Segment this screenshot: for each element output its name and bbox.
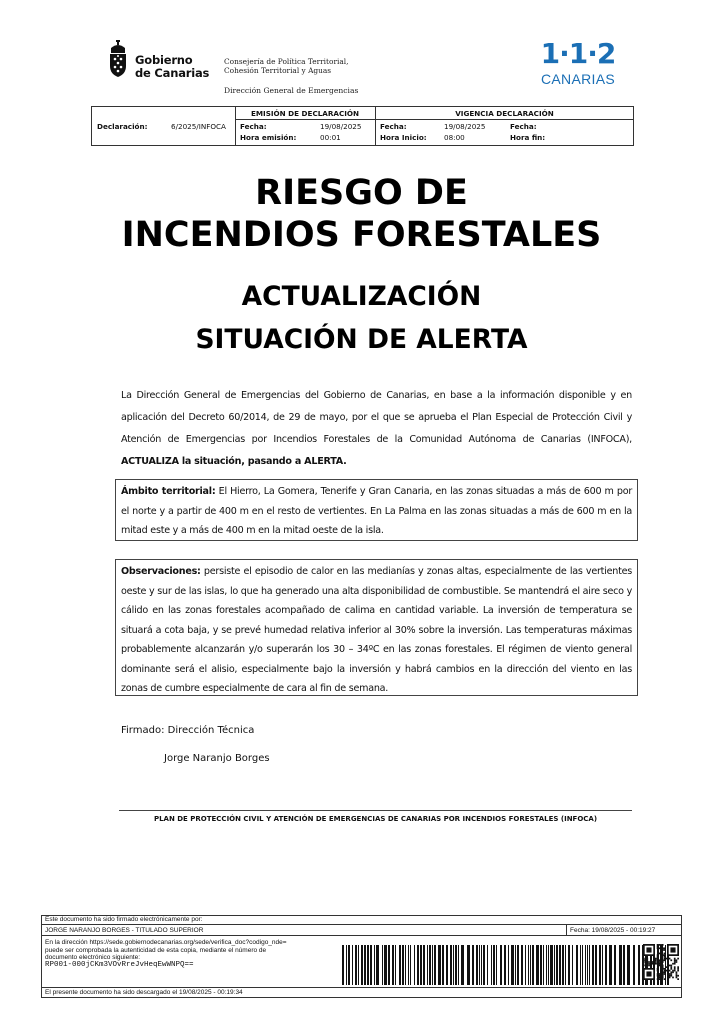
verif-url-line3: documento electrónico siguiente: — [45, 954, 141, 961]
barcode-bar — [493, 945, 495, 985]
emision-fecha: 19/08/2025 — [320, 122, 362, 131]
vigencia-fecha: 19/08/2025 — [444, 122, 486, 131]
barcode-bar — [376, 945, 379, 985]
barcode-bar — [405, 945, 406, 985]
barcode-bar — [595, 945, 597, 985]
barcode-bar — [408, 945, 409, 985]
barcode-bar — [592, 945, 594, 985]
barcode-bar — [491, 945, 492, 985]
barcode-bar — [384, 945, 387, 985]
barcode-bar — [410, 945, 411, 985]
hora-emision: 00:01 — [320, 133, 341, 142]
barcode-bar — [417, 945, 419, 985]
intro-bold-text: ACTUALIZA la situación, pasando a ALERTA. — [121, 456, 347, 467]
barcode-bar — [504, 945, 506, 985]
barcode-bar — [402, 945, 404, 985]
barcode-bar — [525, 945, 526, 985]
emision-fecha-label: Fecha: — [240, 122, 267, 131]
verif-url-block — [45, 939, 287, 969]
barcode-bar — [562, 945, 564, 985]
barcode-bar — [521, 945, 523, 985]
barcode-bar — [423, 945, 425, 985]
barcode-bar — [496, 945, 497, 985]
barcode-bar — [580, 945, 581, 985]
barcode-bar — [479, 945, 480, 985]
barcode-bar — [576, 945, 578, 985]
barcode-bar — [432, 945, 433, 985]
logo-112-canarias — [536, 37, 620, 87]
verif-fecha: Fecha: 19/08/2025 - 00:19:27 — [570, 927, 656, 934]
barcode-bar — [476, 945, 478, 985]
barcode-bar — [392, 945, 394, 985]
logo-112-number: 1·1·2 — [540, 37, 616, 70]
barcode-bar — [627, 945, 630, 985]
barcode-bar — [483, 945, 485, 985]
barcode-bar — [517, 945, 519, 985]
barcode-bar — [623, 945, 625, 985]
barcode-bar — [530, 945, 531, 985]
verif-code: RP001-000jCKm3VOvRreJvHeqEwWNPQ== — [45, 960, 194, 969]
declaration-table — [91, 106, 634, 146]
barcode-bar — [536, 945, 539, 985]
barcode-bar — [472, 945, 474, 985]
verif-line1: Este documento ha sido firmado electrónicamente por: — [45, 916, 203, 923]
barcode-bar — [638, 945, 640, 985]
barcode-bar — [429, 945, 431, 985]
barcode-bar — [420, 945, 422, 985]
barcode-bar — [546, 945, 547, 985]
barcode-bar — [582, 945, 583, 985]
barcode-bar — [568, 945, 570, 985]
declaration-label: Declaración: — [97, 122, 148, 131]
barcode-bar — [370, 945, 372, 985]
barcode-bar — [602, 945, 603, 985]
barcode-bar — [508, 945, 509, 985]
verif-downloaded: El presente documento ha sido descargado el 19/08/2025 - 00:19:34 — [45, 989, 243, 996]
barcode-bar — [458, 945, 459, 985]
barcode-bar — [346, 945, 347, 985]
intro-paragraph — [121, 385, 632, 473]
firmado-text: Firmado: Dirección Técnica — [121, 725, 255, 736]
consejeria-line1: Consejería de Política Territorial, — [224, 57, 349, 66]
barcode-bar — [487, 945, 488, 985]
vigencia-header: VIGENCIA DECLARACIÓN — [455, 109, 554, 118]
gobierno-line2: de Canarias — [135, 65, 210, 80]
barcode-bar — [399, 945, 401, 985]
barcode-bar — [554, 945, 555, 985]
barcode-bar — [481, 945, 482, 985]
barcode-bar — [543, 945, 544, 985]
title-line2: INCENDIOS FORESTALES — [121, 215, 602, 255]
barcode-bar — [395, 945, 396, 985]
barcode-bar — [342, 945, 344, 985]
barcode-bar — [364, 945, 366, 985]
barcode-bar — [609, 945, 612, 985]
gobierno-name — [135, 54, 209, 79]
subtitle-line1: ACTUALIZACIÓN — [241, 281, 482, 312]
hora-inicio-label: Hora Inicio: — [380, 133, 427, 142]
barcode-bar — [461, 945, 464, 985]
barcode-bar — [511, 945, 514, 985]
barcode-bar — [367, 945, 369, 985]
barcode-bar — [450, 945, 452, 985]
subtitle-line2: SITUACIÓN DE ALERTA — [195, 324, 528, 355]
barcode-bar — [352, 945, 353, 985]
barcode-bar — [515, 945, 516, 985]
barcode-bar — [619, 945, 622, 985]
barcode-bar — [438, 945, 441, 985]
footer-divider — [119, 810, 632, 811]
barcode-bar — [500, 945, 502, 985]
barcode-bar — [550, 945, 553, 985]
barcode-bar — [532, 945, 534, 985]
consejeria-text — [224, 57, 348, 76]
consejeria-line2: Cohesión Territorial y Aguas — [224, 66, 332, 76]
verification-block — [41, 915, 682, 998]
ambito-text: El Hierro, La Gomera, Tenerife y Gran Canaria, en las zonas situadas a más de 600 m por el norte y a partir de 400 m en el resto de vertientes. En La Palma en las zonas situadas a más de 600 m en la mitad este y a más de 400 m en la mitad oeste de la isla. — [121, 486, 633, 536]
signer-name: Jorge Naranjo Borges — [164, 753, 270, 764]
barcode-bar — [358, 945, 359, 985]
verif-url-line1: En la dirección https://sede.gobiernodecanarias.org/sede/verifica_doc?codigo_nde= — [45, 939, 287, 946]
declaration-number: 6/2025/INFOCA — [171, 122, 226, 131]
ambito-territorial-box — [115, 479, 638, 541]
ambito-label: Ámbito territorial: — [121, 486, 216, 497]
direccion-general: Dirección General de Emergencias — [224, 86, 359, 95]
barcode-bar — [633, 945, 635, 985]
barcode-bar — [382, 945, 383, 985]
barcode-bar — [442, 945, 444, 985]
observaciones-box — [115, 559, 638, 696]
observaciones-text: persiste el episodio de calor en las medianías y zonas altas, especialmente de las vertientes oeste y sur de las islas, lo que ha generado una alta disponibilidad de combustible. Se mantendrá el aire seco y cálido en las zonas forestales acompañado de calima en cantidad variable. La inversión de temperatura se situará a cota baja, y se prevé humedad relativa inferior al 30% sobre la inversión. Las temperaturas máximas probablemente alcanzarán y/o superarán los 30 – 34ºC en las zonas forestales. El régimen de viento general dominante será el alisio, especialmente bajo la inversión y habrá cambios en la dirección del viento en las zonas de cumbre especialmente de cara al fin de semana. — [121, 566, 632, 694]
vigencia-fecha-label: Fecha: — [380, 122, 407, 131]
barcode-bar — [548, 945, 549, 985]
fecha-fin-label: Fecha: — [510, 122, 537, 131]
hora-emision-label: Hora emisión: — [240, 133, 297, 142]
barcode-bar — [528, 945, 529, 985]
barcode-bar — [467, 945, 470, 985]
barcode-bar — [559, 945, 561, 985]
barcode — [342, 945, 672, 985]
title-line1: RIESGO DE — [255, 173, 468, 213]
emision-header: EMISIÓN DE DECLARACIÓN — [250, 109, 360, 118]
barcode-bar — [455, 945, 457, 985]
barcode-bar — [453, 945, 454, 985]
verif-url-line2: puede ser comprobada la autenticidad de esta copia, mediante el número de — [45, 946, 267, 954]
barcode-bar — [427, 945, 428, 985]
barcode-bar — [605, 945, 607, 985]
barcode-bar — [348, 945, 350, 985]
barcode-bar — [614, 945, 616, 985]
barcode-bar — [572, 945, 573, 985]
gobierno-line1: Gobierno — [135, 53, 193, 67]
hora-inicio: 08:00 — [444, 133, 465, 142]
barcode-bar — [355, 945, 357, 985]
barcode-bar — [556, 945, 558, 985]
logo-112-sub: CANARIAS — [541, 71, 615, 87]
qr-code-icon — [643, 944, 679, 980]
gobierno-canarias-logo — [106, 40, 209, 80]
barcode-bar — [565, 945, 566, 985]
barcode-bar — [374, 945, 375, 985]
hora-fin-label: Hora fin: — [510, 133, 546, 142]
barcode-bar — [446, 945, 448, 985]
barcode-bar — [585, 945, 586, 985]
barcode-bar — [540, 945, 542, 985]
barcode-bar — [361, 945, 363, 985]
barcode-bar — [388, 945, 390, 985]
intro-text: La Dirección General de Emergencias del Gobierno de Canarias, en base a la información disponible y en aplicación del Decreto 60/2014, de 29 de mayo, por el que se aprueba el Plan Especial de Protección Civil y Atención de Emergencias por Incendios Forestales de la Comunidad Autónoma de Canarias (INFOCA), — [121, 390, 632, 445]
barcode-bar — [589, 945, 590, 985]
coat-of-arms-icon — [106, 40, 130, 80]
barcode-bar — [587, 945, 588, 985]
barcode-bar — [434, 945, 436, 985]
observaciones-label: Observaciones: — [121, 566, 201, 577]
verif-signer: JORGE NARANJO BORGES - TITULADO SUPERIOR — [45, 927, 204, 934]
barcode-bar — [414, 945, 415, 985]
footer-plan-text: PLAN DE PROTECCIÓN CIVIL Y ATENCIÓN DE EMERGENCIAS DE CANARIAS POR INCENDIOS FORESTALES (INFOCA) — [153, 815, 598, 823]
barcode-bar — [599, 945, 601, 985]
